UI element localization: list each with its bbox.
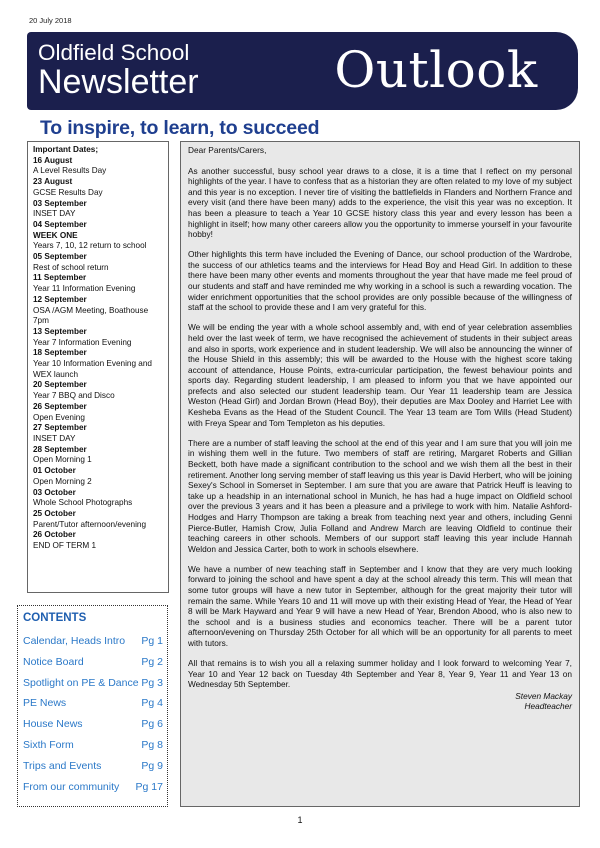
newsletter-date: 20 July 2018	[29, 16, 72, 25]
date-label: 25 October	[33, 508, 76, 518]
contents-item-label: PE News	[23, 697, 67, 710]
contents-item-page: Pg 9	[141, 759, 163, 772]
date-label: 01 October	[33, 466, 76, 476]
contents-item-label: Notice Board	[23, 655, 84, 668]
date-event: Year 7 BBQ and Disco	[33, 391, 115, 401]
date-label: 26 October	[33, 530, 76, 540]
date-event: Open Morning 2	[33, 476, 92, 486]
date-label: 28 September	[33, 444, 87, 454]
contents-item-page: Pg 3	[141, 676, 163, 689]
date-event: END OF TERM 1	[33, 541, 97, 551]
contents-item-label: House News	[23, 718, 83, 731]
contents-item-label: Spotlight on PE & Dance	[23, 676, 139, 689]
important-dates-heading: Important Dates;	[33, 145, 99, 154]
letter-paragraph-4: There are a number of staff leaving the school at the end of this year and I am sure that you will join me in wishing them well in the future. Two members of staff are retiring, Margaret Roberts and Gillian Beckett, both have made a significant contribution to the school and we wish them all the best in their retirement. Another long serving member of staff leaving us this year is David Herbert, who will be joining Sexey's School in Somerset in September. I am sure that you are aware that Patrick Heuff is leaving to take up a headship in an international school in Munich, he has had a huge impact on Oldfield school over the previous 3 years and it has been a pleasure and a privilege to work with him. Natalie Ashford-Hodges and Harry Thompson are taking a break from teaching next year and others, including Genni Pierce-Butler, Hamish Crow, Julia Folland and Andrew March are leaving Oldfield to continue their teaching careers in other schools. Members of our support staff leaving this year include Hannah Weldon and Jessica Carter, both to work in schools elsewhere.	[188, 437, 572, 554]
date-label: 23 August	[33, 177, 73, 187]
date-label: 04 September	[33, 219, 87, 229]
contents-item[interactable]	[23, 652, 163, 673]
masthead-banner	[27, 32, 578, 110]
contents-item[interactable]	[23, 777, 163, 798]
important-dates-list	[33, 156, 164, 552]
contents-item[interactable]	[23, 693, 163, 714]
date-event: Rest of school return	[33, 262, 109, 272]
signature-title: Headteacher	[524, 701, 572, 712]
contents-item-page: Pg 6	[141, 718, 163, 731]
date-event: INSET DAY	[33, 209, 76, 219]
date-label: 26 September	[33, 401, 87, 411]
date-label: 16 August	[33, 155, 73, 165]
date-event: GCSE Results Day	[33, 187, 103, 197]
date-label: 27 September	[33, 423, 87, 433]
date-event: Parent/Tutor afternoon/evening	[33, 519, 147, 529]
contents-item-page: Pg 1	[141, 635, 163, 647]
contents-item[interactable]	[23, 735, 163, 756]
contents-item[interactable]	[23, 756, 163, 777]
contents-item[interactable]	[23, 631, 163, 652]
date-event: Open Evening	[33, 412, 85, 422]
contents-item-label: Trips and Events	[23, 759, 102, 772]
contents-item-label: Calendar, Heads Intro	[23, 635, 126, 647]
date-event: INSET DAY	[33, 433, 76, 443]
contents-item-page: Pg 2	[141, 655, 163, 668]
newsletter-title: Outlook	[334, 41, 538, 99]
letter-paragraph-2: Other highlights this term have included the Evening of Dance, our school production of the Wardrobe, the success of our athletics teams and the interviews for Head Boy and Head Girl. In addition to these there have been many other events and moments throughout the year that have made me feel proud of our students and staff and have reminded me why working in a school is such a rewarding vocation. The wider enrichment opportunities that the school provides are only possible because of the willingness of staff at the school to provide these and I am very grateful for this.	[188, 249, 572, 313]
contents-item-page: Pg 8	[141, 738, 163, 751]
contents-item-label: Sixth Form	[23, 738, 74, 751]
date-label: 05 September	[33, 252, 87, 262]
page-number: 1	[297, 815, 303, 825]
contents-panel	[17, 605, 168, 807]
school-motto: To inspire, to learn, to succeed	[40, 117, 320, 139]
date-label: 13 September	[33, 326, 87, 336]
letter-paragraph-3: We will be ending the year with a whole school assembly and, with end of year celebration assemblies held over the last week of term, we have recognised the achievement of students in their subject areas and also in sports, work experience and in student leadership. We will also be announcing the winner of the House Shield in this assembly; this will be awarded to the House with the highest score taking account of attendance, House Points, extra-curricular participation, the fewest behaviour points and sports day. Regarding student leadership, I am pleased to inform you that we have appointed our prefects and also selected our student leadership team. Our Year 11 leadership team are Jessica Weston (Head Girl) and Jordan Brown (Head Boy), their deputies are Max Dooley and Harriet Lee with Kesheba Evans as the Head of the Student Council. The Year 13 team are Tom Wills (Head Student) with Freya Spear and Tom Templeton as his deputies.	[188, 322, 572, 428]
contents-item-label: From our community	[23, 780, 120, 793]
contents-item[interactable]	[23, 714, 163, 735]
date-event: Year 10 Information Evening and WEX launch	[33, 359, 152, 379]
date-event: WEEK ONE	[33, 230, 78, 240]
date-event: A Level Results Day	[33, 166, 107, 176]
date-event: OSA /AGM Meeting, Boathouse 7pm	[33, 305, 149, 326]
date-label: 03 October	[33, 487, 76, 497]
contents-title: CONTENTS	[23, 612, 87, 624]
date-event: Open Morning 1	[33, 455, 92, 465]
newsletter-label: Newsletter	[38, 63, 199, 101]
letter-paragraph-6: All that remains is to wish you all a relaxing summer holiday and I look forward to welcoming Year 7, Year 10 and Year 12 back on Tuesday 4th September and Year 8, Year 9, Year 11 and Year 13 on Wednesday 5th September.	[188, 658, 572, 690]
letter-salutation: Dear Parents/Carers,	[188, 145, 267, 155]
contents-item-page: Pg 4	[141, 697, 163, 710]
date-label: 11 September	[33, 273, 87, 283]
signature-name: Steven Mackay	[515, 690, 572, 701]
date-label: 03 September	[33, 198, 87, 208]
date-event: Year 11 Information Evening	[33, 284, 136, 294]
letter-paragraph-1: As another successful, busy school year draws to a close, it is a time that I reflect on my personal highlights of the year. I have to confess that as a historian they are often related to my love of my subject and this year is no exception. I never tire of visiting the battlefields in Flanders and Northern France and every visit (and there have been many) adds to the experience, the visit this year was no exception. It has been a pleasure to teach a Year 10 GCSE history class this year and every lesson has been a highlight in itself; how many other careers allow you the opportunity to immerse yourself in your favourite hobby!	[188, 165, 572, 240]
head-letter	[180, 141, 580, 807]
contents-item[interactable]	[23, 673, 163, 694]
date-event: Years 7, 10, 12 return to school	[33, 241, 147, 251]
date-label: 12 September	[33, 294, 87, 304]
important-dates-panel	[27, 141, 169, 593]
date-label: 20 September	[33, 380, 87, 390]
date-label: 18 September	[33, 348, 87, 358]
contents-list	[23, 631, 163, 797]
school-name: Oldfield School	[38, 40, 190, 65]
date-event: Year 7 Information Evening	[33, 337, 132, 347]
date-event: Whole School Photographs	[33, 498, 133, 508]
letter-paragraph-5: We have a number of new teaching staff in September and I know that they are very much looking forward to joining the school and have spent a day at the school already this term. This will mean that some tutor groups will have a new tutor in September, although for the great majority their tutor will remain the same. While Years 10 and 11 will move up with their existing Head of Year, the Head of Year 8 will be Mark Hayward and Year 9 will have a new Head of Year, Brendon Abood, who is also new to the school and is a business studies and economics teacher. There will be a parent tutor afternoon/evening on Thursday 25th October for all which will be an opportunity for all parents to meet with tutors.	[188, 563, 572, 648]
contents-item-page: Pg 17	[135, 780, 163, 793]
